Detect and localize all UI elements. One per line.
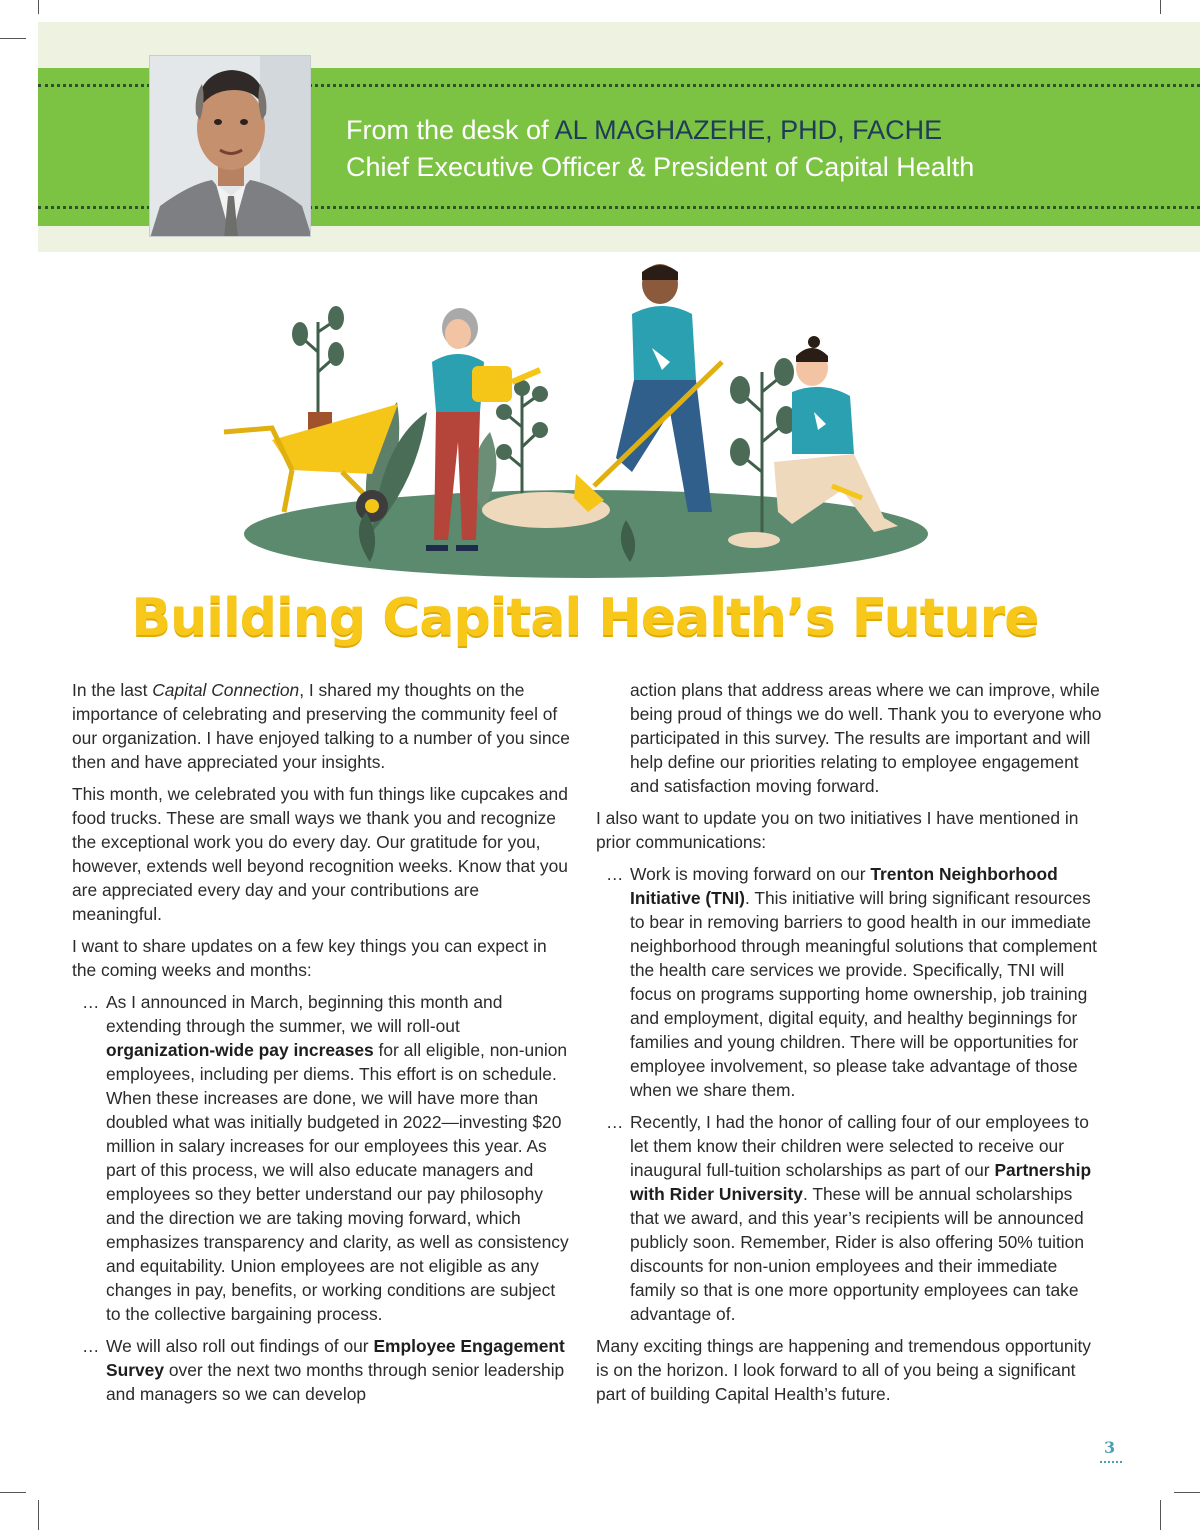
bullet-marker: … — [82, 1336, 100, 1356]
bullet-engagement-survey — [72, 1334, 572, 1406]
crop-mark — [0, 38, 26, 39]
text-run: Recently, I had the honor of calling four of our employees to let them know their children were selected to receive our inaugural full-tuition scholarships as part of our — [630, 1112, 1089, 1180]
byline-line-1 — [346, 112, 974, 149]
crop-mark — [1160, 1500, 1161, 1530]
header-byline — [346, 112, 974, 186]
article-title: Building Capital Health’s Future — [131, 588, 1039, 648]
text-run: for all eligible, non-union employees, including per diems. This effort is on schedule. When these increases are done, we will have more than doubled what was initially budgeted in 2022—investing $20 million in salary increases for our employees this year. As part of this process, we will also educate managers and employees so they better understand our pay philosophy and the direction we are taking moving forward, which emphasizes transparency and clarity, as well as consistency and equitability. Union employees are not eligible as any changes in pay, benefits, or working conditions are subject to the collective bargaining process. — [106, 1040, 569, 1324]
article-column-right — [596, 678, 1106, 1414]
crop-mark — [38, 1500, 39, 1530]
text-run: . This initiative will bring significant resources to bear in removing barriers to good health in our immediate neighborhood through meaningful solutions that complement the health care services we provide. Specifically, TNI will focus on programs supporting home ownership, job training and employment, digital equity, and healthy beginnings for families and young children. There will be opportunities for employee involvement, so please take advantage of those when we share them. — [630, 888, 1097, 1100]
paragraph-initiatives-lead: I also want to update you on two initiatives I have mentioned in prior communications: — [596, 808, 1079, 852]
article-column-left — [72, 678, 572, 1414]
byline-prefix: From the desk of — [346, 115, 555, 145]
emphasis-tni: Trenton Neighborhood Initiative (TNI) — [630, 864, 1058, 908]
paragraph-closing: Many exciting things are happening and tremendous opportunity is on the horizon. I look forward to all of you being a significant part of building Capital Health’s future. — [596, 1336, 1091, 1404]
bullet-engagement-survey-continued: action plans that address areas where we can improve, while being proud of things we do well. Thank you to everyone who participated in this survey. The results are important and will help define our priorities relating to employee engagement and satisfaction moving forward. — [630, 680, 1102, 796]
bullet-marker: … — [82, 992, 100, 1012]
bullet-marker: … — [606, 1112, 624, 1132]
emphasis-engagement-survey: Employee Engagement Survey — [106, 1336, 565, 1380]
ceo-name: AL MAGHAZEHE, PHD, FACHE — [554, 115, 943, 145]
crop-mark — [1174, 1492, 1200, 1493]
paragraph-updates-lead: I want to share updates on a few key things you can expect in the coming weeks and months: — [72, 936, 547, 980]
text-run: Work is moving forward on our — [630, 864, 871, 884]
emphasis-pay-increases: organization-wide pay increases — [106, 1040, 374, 1060]
bullet-rider-partnership — [596, 1110, 1106, 1326]
gardening-illustration — [222, 262, 948, 584]
text-run: In the last — [72, 680, 153, 700]
paragraph-celebration: This month, we celebrated you with fun things like cupcakes and food trucks. These are small ways we thank you and recognize the exceptional work you do every day. Our gratitude for you, however, extends well beyond recognition weeks. Know that you are appreciated every day and your contributions are meaningful. — [72, 784, 568, 924]
text-run: over the next two months through senior leadership and managers so we can develop — [106, 1360, 565, 1404]
text-run: We will also roll out findings of our — [106, 1336, 374, 1356]
crop-mark — [1160, 0, 1161, 14]
text-run: , I shared my thoughts on the importance of celebrating and preserving the community feel of our organization. I have enjoyed talking to a number of you since then and have appreciated your insights. — [72, 680, 570, 772]
text-run: As I announced in March, beginning this month and extending through the summer, we will roll-out — [106, 992, 503, 1036]
bullet-pay-increases — [72, 990, 572, 1326]
ceo-portrait — [149, 55, 311, 237]
bullet-marker: … — [606, 864, 624, 884]
page-number-rule — [1100, 1461, 1122, 1463]
bullet-tni — [596, 862, 1106, 1102]
emphasis-rider-partnership: Partnership with Rider University — [630, 1160, 1092, 1204]
paragraph-intro — [72, 678, 572, 774]
crop-mark — [38, 0, 39, 14]
crop-mark — [0, 1492, 26, 1493]
ceo-role: Chief Executive Officer & President of Capital Health — [346, 152, 975, 182]
page-number: 3 — [1104, 1438, 1116, 1457]
publication-name: Capital Connection — [152, 680, 300, 700]
text-run: . These will be annual scholarships that we award, and this year’s recipients will be announced publicly soon. Remember, Rider is also offering 50% tuition discounts for non-union employees and their immediate family so that is one more opportunity employees can take advantage of. — [630, 1184, 1084, 1324]
